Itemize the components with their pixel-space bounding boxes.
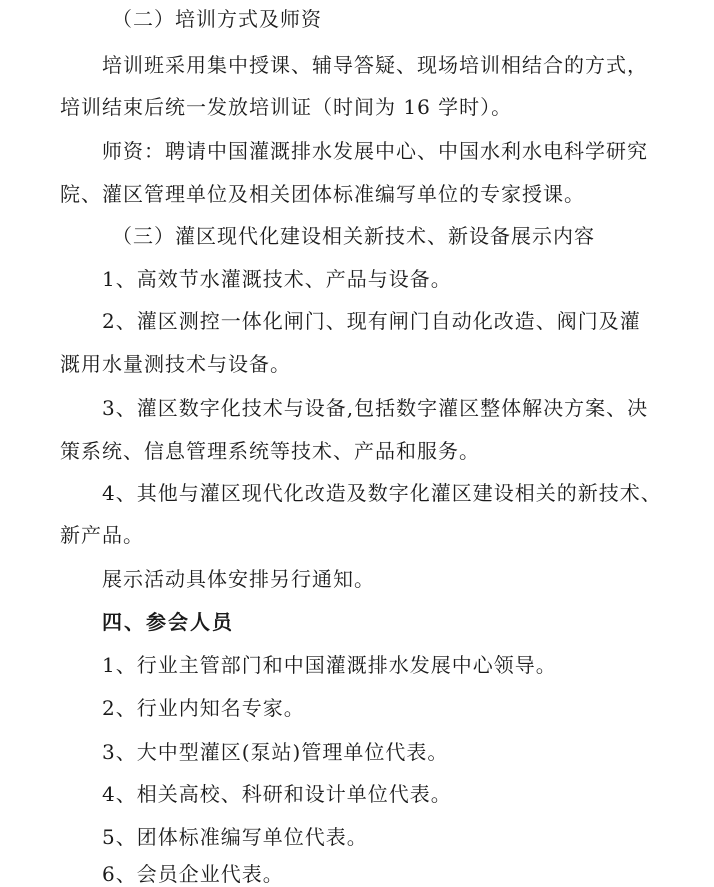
list-item-exhibit-4-line-2: 新产品。 (60, 523, 144, 547)
list-item-attendee-3: 3、大中型灌区(泵站)管理单位代表。 (102, 740, 449, 764)
paragraph-faculty-line-2: 院、灌区管理单位及相关团体标准编写单位的专家授课。 (60, 182, 585, 206)
list-item-exhibit-3-line-2: 策系统、信息管理系统等技术、产品和服务。 (60, 439, 480, 463)
list-item-attendee-4: 4、相关高校、科研和设计单位代表。 (102, 782, 452, 806)
paragraph-training-format-line-2: 培训结束后统一发放培训证（时间为 16 学时）。 (60, 95, 513, 119)
list-item-exhibit-2-line-2: 溉用水量测技术与设备。 (60, 352, 291, 376)
list-item-attendee-5: 5、团体标准编写单位代表。 (102, 825, 368, 849)
list-item-exhibit-4-line-1: 4、其他与灌区现代化改造及数字化灌区建设相关的新技术、 (102, 481, 662, 505)
paragraph-faculty-line-1: 师资：聘请中国灌溉排水发展中心、中国水利水电科学研究 (102, 139, 648, 163)
list-item-exhibit-2-line-1: 2、灌区测控一体化闸门、现有闸门自动化改造、阀门及灌 (102, 309, 641, 333)
exhibition-note: 展示活动具体安排另行通知。 (102, 567, 375, 591)
list-item-exhibit-1: 1、高效节水灌溉技术、产品与设备。 (102, 267, 452, 291)
list-item-exhibit-3-line-1: 3、灌区数字化技术与设备,包括数字灌区整体解决方案、决 (102, 396, 649, 420)
list-item-attendee-1: 1、行业主管部门和中国灌溉排水发展中心领导。 (102, 653, 557, 677)
paragraph-training-format-line-1: 培训班采用集中授课、辅导答疑、现场培训相结合的方式， (102, 53, 648, 77)
section-heading-training-method: （二）培训方式及师资 (112, 7, 322, 31)
list-item-attendee-6: 6、会员企业代表。 (102, 862, 284, 886)
section-heading-exhibition-content: （三）灌区现代化建设相关新技术、新设备展示内容 (112, 224, 595, 248)
list-item-attendee-2: 2、行业内知名专家。 (102, 696, 305, 720)
section-heading-attendees: 四、参会人员 (102, 610, 234, 634)
